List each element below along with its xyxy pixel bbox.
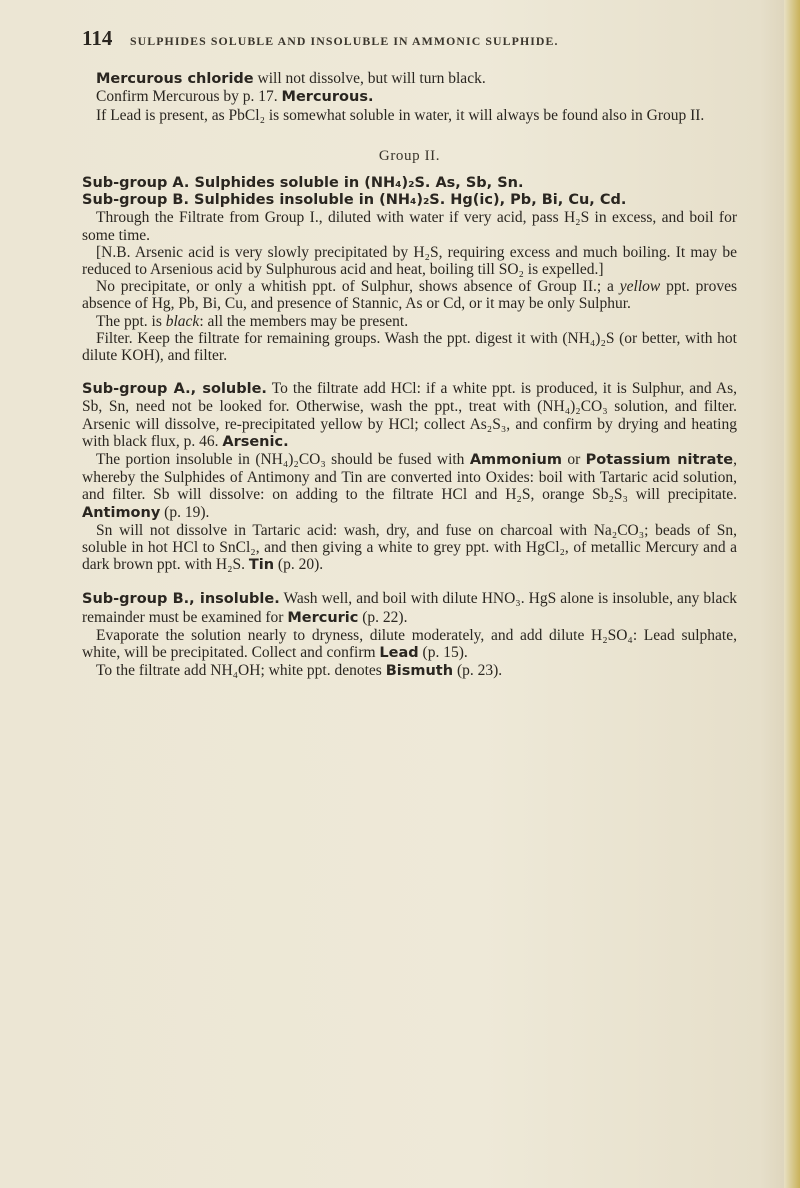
page-edge bbox=[784, 0, 800, 1188]
paragraph-subgroup-b: Sub-group B., insoluble. Wash well, and boil with dilute HNO₃. HgS alone is insoluble, any black remainder must be examined for Mercuric (p. 22). bbox=[82, 590, 737, 626]
subgroup-a-definition: Sub-group A. Sulphides soluble in (NH₄)₂S. As, Sb, Sn. bbox=[82, 175, 524, 192]
paragraph-confirm-mercurous: Confirm Mercurous by p. 17. Mercurous. bbox=[96, 88, 374, 106]
paragraph-subgroup-a: Sub-group A., soluble. To the filtrate add HCl: if a white ppt. is produced, it is Sulphur, and As, Sb, Sn, need not be looked for. Otherwise, wash the ppt., treat with (NH₄)₂CO₃ solution, and filter. Arsenic will dissolve, re-precipitated yellow by HCl; collect As₂S₃, and confirm by drying and heating with black flux, p. 46. Arsenic. bbox=[82, 380, 737, 450]
paragraph-tin: Sn will not dissolve in Tartaric acid: wash, dry, and fuse on charcoal with Na₂CO₃; beads of Sn, soluble in hot HCl to SnCl₂, and then giving a white to grey ppt. with HgCl₂, of metallic Mercury and a dark brown ppt. with H₂S. Tin (p. 20). bbox=[82, 521, 737, 574]
paragraph-black-ppt: The ppt. is black: all the members may be present. bbox=[96, 312, 409, 330]
paragraph-mercurous-chloride: Mercurous chloride will not dissolve, but will turn black. bbox=[96, 70, 486, 88]
paragraph-bismuth: To the filtrate add NH₄OH; white ppt. denotes Bismuth (p. 23). bbox=[96, 662, 503, 680]
page-header bbox=[82, 26, 737, 50]
paragraph-no-precipitate: No precipitate, or only a whitish ppt. of Sulphur, shows absence of Group II.; a yellow ppt. proves absence of Hg, Pb, Bi, Cu, and presence of Stannic, As or Cd, or it may be only Sulphur. bbox=[82, 278, 737, 313]
paragraph-nb-arsenic: [N.B. Arsenic acid is very slowly precipitated by H₂S, requiring excess and much boiling. It may be reduced to Arsenious acid by Sulphurous acid and heat, boiling till SO₂ is expelled.] bbox=[82, 243, 737, 279]
paragraph-evaporate: Evaporate the solution nearly to dryness, dilute moderately, and add dilute H₂SO₄: Lead sulphate, white, will be precipitated. Collect and confirm Lead (p. 15). bbox=[82, 626, 737, 662]
page-number: 114 bbox=[82, 26, 113, 50]
paragraph-insoluble-portion: The portion insoluble in (NH₄)₂CO₃ should be fused with Ammonium or Potassium nitrate, whereby the Sulphides of Antimony and Tin are converted into Oxides: boil with Tartaric acid solution, and filter. Sb will dissolve: on adding to the filtrate HCl and H₂S, orange Sb₂S₃ will precipitate. Antimony (p. 19). bbox=[82, 451, 738, 521]
group-heading: Group II. bbox=[378, 147, 441, 164]
paragraph-lead-note: If Lead is present, as PbCl₂ is somewhat soluble in water, it will always be found also in Group II. bbox=[96, 106, 705, 124]
running-head: SULPHIDES SOLUBLE AND INSOLUBLE IN AMMONIC SULPHIDE. bbox=[130, 34, 559, 48]
paragraph-filtrate: Through the Filtrate from Group I., diluted with water if very acid, pass H₂S in excess, and boil for some time. bbox=[82, 209, 737, 244]
paragraph-filter: Filter. Keep the filtrate for remaining groups. Wash the ppt. digest it with (NH₄)₂S (or better, with hot dilute KOH), and filter. bbox=[82, 329, 737, 365]
page-content bbox=[82, 26, 738, 681]
subgroup-b-definition: Sub-group B. Sulphides insoluble in (NH₄)₂S. Hg(ic), Pb, Bi, Cu, Cd. bbox=[82, 192, 627, 209]
